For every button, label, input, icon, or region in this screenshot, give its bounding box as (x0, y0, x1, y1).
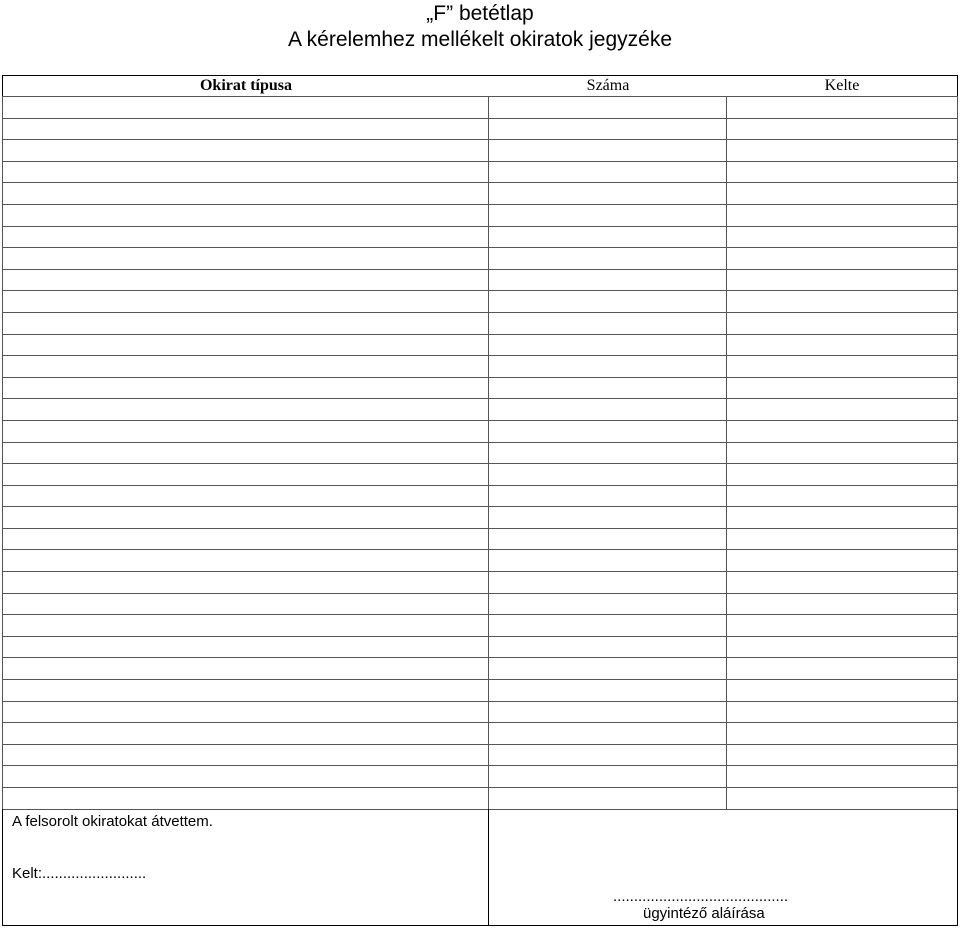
cell-date[interactable] (727, 701, 958, 723)
table-row (3, 269, 958, 291)
cell-document-type[interactable] (3, 636, 489, 658)
table-row (3, 377, 958, 399)
table-row (3, 550, 958, 572)
table-row (3, 464, 958, 486)
cell-number[interactable] (489, 788, 727, 810)
table-row (3, 788, 958, 810)
cell-document-type[interactable] (3, 701, 489, 723)
cell-date[interactable] (727, 312, 958, 334)
table-row (3, 636, 958, 658)
cell-document-type[interactable] (3, 788, 489, 810)
cell-document-type[interactable] (3, 377, 489, 399)
cell-date[interactable] (727, 464, 958, 486)
cell-number[interactable] (489, 334, 727, 356)
cell-number[interactable] (489, 723, 727, 745)
cell-number[interactable] (489, 97, 727, 119)
cell-date[interactable] (727, 226, 958, 248)
cell-document-type[interactable] (3, 528, 489, 550)
cell-number[interactable] (489, 442, 727, 464)
cell-document-type[interactable] (3, 680, 489, 702)
cell-date[interactable] (727, 140, 958, 162)
table-row (3, 420, 958, 442)
table-row (3, 204, 958, 226)
cell-number[interactable] (489, 464, 727, 486)
cell-date[interactable] (727, 658, 958, 680)
cell-document-type[interactable] (3, 140, 489, 162)
table-row (3, 701, 958, 723)
cell-date[interactable] (727, 615, 958, 637)
table-row (3, 399, 958, 421)
cell-number[interactable] (489, 269, 727, 291)
cell-document-type[interactable] (3, 766, 489, 788)
cell-date[interactable] (727, 334, 958, 356)
cell-number[interactable] (489, 399, 727, 421)
cell-document-type[interactable] (3, 485, 489, 507)
cell-document-type[interactable] (3, 161, 489, 183)
cell-number[interactable] (489, 766, 727, 788)
cell-document-type[interactable] (3, 248, 489, 270)
cell-date[interactable] (727, 507, 958, 529)
table-row (3, 723, 958, 745)
form-subtitle: A kérelemhez mellékelt okiratok jegyzéke (287, 28, 672, 51)
signature-line[interactable]: .......................................... (613, 888, 789, 905)
table-row (3, 226, 958, 248)
cell-date[interactable] (727, 269, 958, 291)
signature-label: ügyintéző aláírása (643, 905, 765, 922)
cell-number[interactable] (489, 636, 727, 658)
cell-date[interactable] (727, 744, 958, 766)
table-row (3, 183, 958, 205)
cell-document-type[interactable] (3, 291, 489, 313)
cell-date[interactable] (727, 118, 958, 140)
receipt-divider (488, 809, 489, 925)
form-title: „F” betétlap (426, 2, 534, 25)
cell-document-type[interactable] (3, 723, 489, 745)
table-row (3, 248, 958, 270)
cell-date[interactable] (727, 204, 958, 226)
cell-document-type[interactable] (3, 593, 489, 615)
cell-date[interactable] (727, 291, 958, 313)
table-header (2, 75, 958, 96)
cell-number[interactable] (489, 291, 727, 313)
table-row (3, 766, 958, 788)
cell-document-type[interactable] (3, 442, 489, 464)
table-row (3, 572, 958, 594)
cell-number[interactable] (489, 593, 727, 615)
cell-number[interactable] (489, 420, 727, 442)
receipt-section (2, 809, 958, 926)
cell-document-type[interactable] (3, 550, 489, 572)
column-header-document-type: Okirat típusa (199, 77, 292, 94)
cell-number[interactable] (489, 507, 727, 529)
table-row (3, 615, 958, 637)
cell-document-type[interactable] (3, 420, 489, 442)
cell-date[interactable] (727, 399, 958, 421)
table-row (3, 528, 958, 550)
cell-date[interactable] (727, 356, 958, 378)
documents-table (2, 96, 958, 810)
cell-document-type[interactable] (3, 269, 489, 291)
cell-date[interactable] (727, 485, 958, 507)
cell-number[interactable] (489, 377, 727, 399)
table-row (3, 291, 958, 313)
column-header-date: Kelte (824, 77, 860, 94)
column-header-number: Száma (586, 77, 630, 94)
cell-date[interactable] (727, 97, 958, 119)
cell-document-type[interactable] (3, 312, 489, 334)
cell-number[interactable] (489, 248, 727, 270)
cell-number[interactable] (489, 701, 727, 723)
cell-number[interactable] (489, 183, 727, 205)
cell-date[interactable] (727, 161, 958, 183)
table-row (3, 485, 958, 507)
cell-date[interactable] (727, 183, 958, 205)
cell-date[interactable] (727, 550, 958, 572)
cell-date[interactable] (727, 766, 958, 788)
table-row (3, 442, 958, 464)
received-statement: A felsorolt okiratokat átvettem. (12, 813, 213, 830)
cell-number[interactable] (489, 312, 727, 334)
cell-document-type[interactable] (3, 204, 489, 226)
cell-date[interactable] (727, 680, 958, 702)
cell-date[interactable] (727, 420, 958, 442)
cell-number[interactable] (489, 356, 727, 378)
table-row (3, 658, 958, 680)
cell-document-type[interactable] (3, 658, 489, 680)
table-row (3, 593, 958, 615)
cell-document-type[interactable] (3, 615, 489, 637)
table-row (3, 312, 958, 334)
table-row (3, 161, 958, 183)
cell-number[interactable] (489, 615, 727, 637)
table-row (3, 140, 958, 162)
table-row (3, 507, 958, 529)
cell-number[interactable] (489, 204, 727, 226)
cell-date[interactable] (727, 572, 958, 594)
cell-document-type[interactable] (3, 97, 489, 119)
cell-number[interactable] (489, 118, 727, 140)
cell-document-type[interactable] (3, 183, 489, 205)
cell-number[interactable] (489, 161, 727, 183)
cell-document-type[interactable] (3, 356, 489, 378)
cell-number[interactable] (489, 572, 727, 594)
cell-document-type[interactable] (3, 572, 489, 594)
cell-date[interactable] (727, 248, 958, 270)
cell-number[interactable] (489, 485, 727, 507)
cell-date[interactable] (727, 442, 958, 464)
cell-number[interactable] (489, 550, 727, 572)
table-row (3, 334, 958, 356)
cell-number[interactable] (489, 744, 727, 766)
table-row (3, 97, 958, 119)
cell-document-type[interactable] (3, 334, 489, 356)
cell-number[interactable] (489, 226, 727, 248)
table-row (3, 744, 958, 766)
cell-document-type[interactable] (3, 507, 489, 529)
cell-date[interactable] (727, 593, 958, 615)
date-field[interactable]: Kelt:......................... (12, 865, 147, 882)
cell-document-type[interactable] (3, 399, 489, 421)
cell-number[interactable] (489, 528, 727, 550)
cell-date[interactable] (727, 636, 958, 658)
table-row (3, 680, 958, 702)
table-row (3, 356, 958, 378)
cell-date[interactable] (727, 377, 958, 399)
table-row (3, 118, 958, 140)
cell-document-type[interactable] (3, 744, 489, 766)
cell-date[interactable] (727, 528, 958, 550)
cell-number[interactable] (489, 140, 727, 162)
cell-document-type[interactable] (3, 226, 489, 248)
cell-number[interactable] (489, 658, 727, 680)
cell-document-type[interactable] (3, 464, 489, 486)
cell-date[interactable] (727, 723, 958, 745)
cell-date[interactable] (727, 788, 958, 810)
cell-document-type[interactable] (3, 118, 489, 140)
cell-number[interactable] (489, 680, 727, 702)
